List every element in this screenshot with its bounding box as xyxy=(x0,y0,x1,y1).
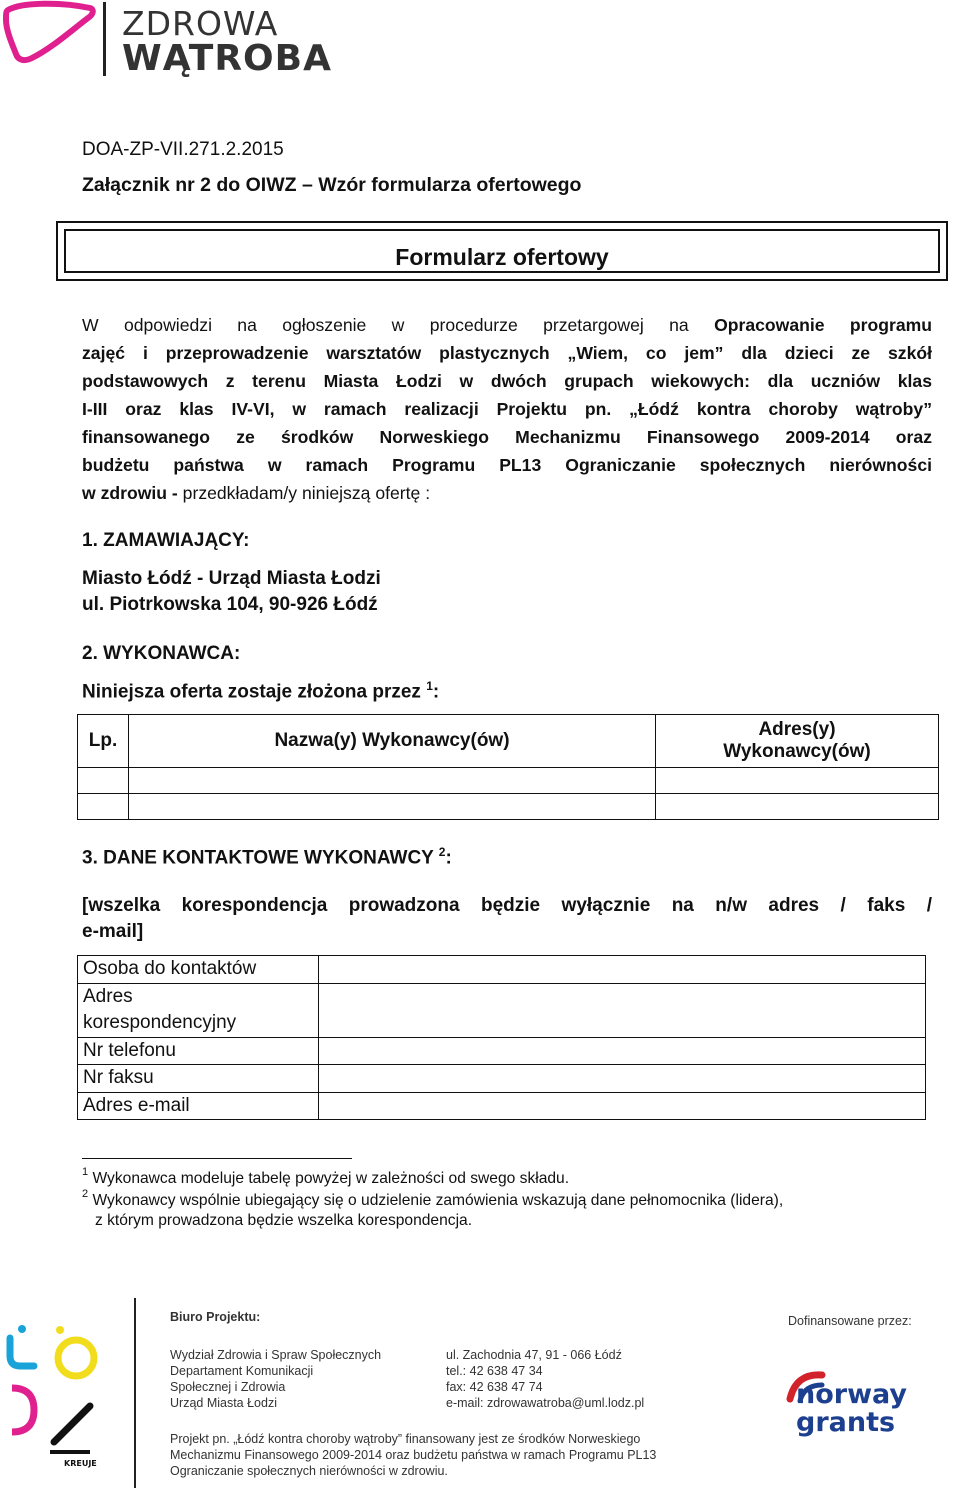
contact-value[interactable] xyxy=(319,1037,926,1065)
contact-label: Nr faksu xyxy=(78,1065,319,1093)
cofinanced-title: Dofinansowane przez: xyxy=(788,1314,912,1328)
contact-label: Adres e-mail xyxy=(78,1092,319,1120)
table-header-row xyxy=(78,715,939,768)
table-row xyxy=(78,794,939,820)
office-line: Społecznej i Zdrowia xyxy=(170,1380,286,1394)
footnote-2-cont: z którym prowadzona będzie wszelka korespondencja. xyxy=(95,1212,473,1229)
column-header-lp: Lp. xyxy=(78,715,129,768)
contracting-authority-address: ul. Piotrkowska 104, 90-926 Łódź xyxy=(82,594,378,615)
office-line: Wydział Zdrowia i Spraw Społecznych xyxy=(170,1348,382,1362)
project-info-line: Projekt pn. „Łódź kontra choroby wątroby” finansowany jest ze środków Norweskiego xyxy=(170,1432,641,1446)
contact-label: Osoba do kontaktów xyxy=(78,956,319,984)
intro-line: podstawowych z terenu Miasta Łodzi w dwóch grupach wiekowych: dla uczniów klas xyxy=(82,371,932,391)
cell-address[interactable] xyxy=(656,768,939,794)
office-line: Departament Komunikacji xyxy=(170,1364,314,1378)
cell-name[interactable] xyxy=(129,768,656,794)
intro-line: zajęć i przeprowadzenie warsztatów plastycznych „Wiem, co jem” dla dzieci ze szkół xyxy=(82,343,932,363)
form-title-inner-frame xyxy=(64,229,940,273)
cell-address[interactable] xyxy=(656,794,939,820)
norway-text: norway xyxy=(796,1379,908,1410)
intro-text: W odpowiedzi na ogłoszenie w procedurze przetargowej na xyxy=(82,315,689,335)
project-info-line: Mechanizmu Finansowego 2009-2014 oraz budżetu państwa w ramach Programu PL13 xyxy=(170,1448,657,1462)
form-title: Formularz ofertowy xyxy=(395,244,609,270)
section-1-heading: 1. ZAMAWIAJĄCY: xyxy=(82,530,250,551)
contact-row-fax xyxy=(78,1065,926,1093)
contact-row-phone xyxy=(78,1037,926,1065)
intro-paragraph xyxy=(82,311,932,507)
column-header-name: Nazwa(y) Wykonawcy(ów) xyxy=(129,715,656,768)
contracting-authority-name: Miasto Łódź - Urząd Miasta Łodzi xyxy=(82,568,381,589)
contact-row-email xyxy=(78,1092,926,1120)
liver-logo-icon xyxy=(2,0,96,64)
lodz-kreuje-logo-icon xyxy=(4,1320,104,1470)
column-header-address: Adres(y) Wykonawcy(ów) xyxy=(656,715,939,768)
logo-text-bottom: WĄTROBA xyxy=(122,38,332,79)
correspondence-note xyxy=(82,893,932,945)
office-title: Biuro Projektu: xyxy=(170,1310,261,1324)
intro-text: I-III oraz klas IV-VI, xyxy=(82,399,275,419)
office-line: Urząd Miasta Łodzi xyxy=(170,1396,277,1410)
project-info-line: Ograniczanie społecznych nierówności w zdrowiu. xyxy=(170,1464,448,1478)
intro-text-bold: w zdrowiu - xyxy=(82,483,178,503)
cell-name[interactable] xyxy=(129,794,656,820)
cell-lp[interactable] xyxy=(78,768,129,794)
contact-value[interactable] xyxy=(319,983,926,1037)
section-2-subheading: Niniejsza oferta zostaje złożona przez $^1$: xyxy=(82,679,440,703)
contact-label: Nr telefonu xyxy=(78,1037,319,1065)
contact-table xyxy=(77,955,926,1120)
contact-value[interactable] xyxy=(319,956,926,984)
cell-lp[interactable] xyxy=(78,794,129,820)
footer-divider xyxy=(134,1298,136,1488)
footnote-separator xyxy=(82,1158,352,1159)
reference-number: DOA-ZP-VII.271.2.2015 xyxy=(82,139,284,160)
table-row xyxy=(78,768,939,794)
correspondence-note-line: [wszelka korespondencja prowadzona będzie wyłącznie na n/w adres / faks / xyxy=(82,895,932,916)
intro-text-bold: Opracowanie programu xyxy=(714,315,932,335)
intro-text: przedkładam/y niniejszą ofertę : xyxy=(182,483,431,503)
contact-row-address xyxy=(78,983,926,1037)
contact-row-person xyxy=(78,956,926,984)
attachment-title: Załącznik nr 2 do OIWZ – Wzór formularza ofertowego xyxy=(82,174,582,196)
office-fax: fax: 42 638 47 74 xyxy=(446,1380,543,1394)
office-phone: tel.: 42 638 47 34 xyxy=(446,1364,543,1378)
footnote-ref-1: 1 xyxy=(426,679,433,693)
intro-line: budżetu państwa w ramach Programu PL13 Ograniczanie społecznych nierówności xyxy=(82,455,932,475)
correspondence-note-line: e-mail] xyxy=(82,921,144,942)
kreuje-label: KREUJE xyxy=(64,1459,97,1468)
office-email: e-mail: zdrowawatroba@uml.lodz.pl xyxy=(446,1396,645,1410)
office-address: ul. Zachodnia 47, 91 - 066 Łódź xyxy=(446,1348,622,1362)
intro-text: w ramach realizacji Projektu pn. xyxy=(292,399,612,419)
grants-text: grants xyxy=(796,1407,896,1438)
intro-line: finansowanego ze środków Norweskiego Mechanizmu Finansowego 2009-2014 oraz xyxy=(82,427,932,447)
footnote-1: $^1$ Wykonawca modeluje tabelę powyżej w zależności od swego składu. xyxy=(82,1166,570,1188)
footnote-ref-2: 2 xyxy=(438,845,446,859)
contact-value[interactable] xyxy=(319,1092,926,1120)
logo-divider xyxy=(103,2,106,76)
contact-value[interactable] xyxy=(319,1065,926,1093)
project-name: „Łódź kontra choroby wątroby” xyxy=(629,399,932,419)
contact-label: Adres korespondencyjny xyxy=(78,983,319,1037)
logo-text-top: ZDROWA xyxy=(122,4,279,43)
bidder-table xyxy=(77,714,939,820)
form-title-frame xyxy=(56,221,948,281)
section-2-heading: 2. WYKONAWCA: xyxy=(82,643,241,664)
footnote-2: $^2$ Wykonawcy wspólnie ubiegający się o udzielenie zamówienia wskazują dane pełnomocnika (lidera), xyxy=(82,1188,784,1210)
section-3-heading: 3. DANE KONTAKTOWE WYKONAWCY $^2$: xyxy=(82,845,452,869)
